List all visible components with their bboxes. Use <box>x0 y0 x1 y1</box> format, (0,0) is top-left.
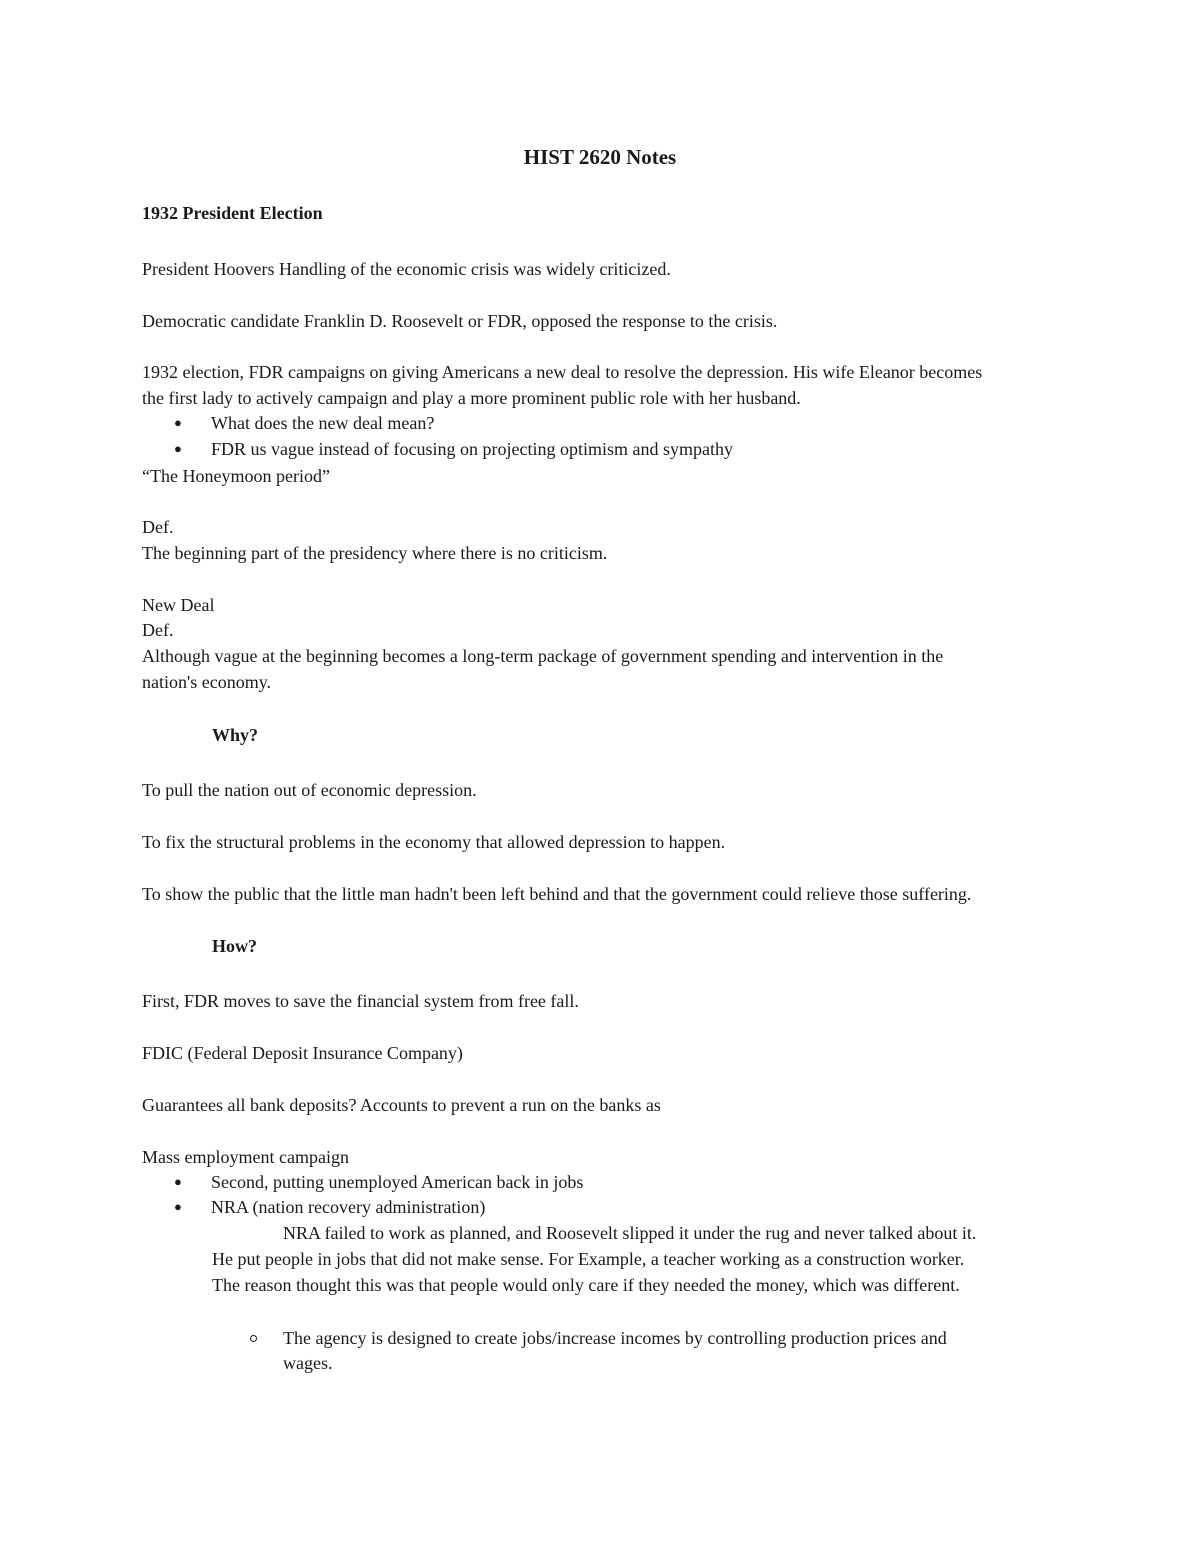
guarantees-line: Guarantees all bank deposits? Accounts to prevent a run on the banks as <box>142 1095 661 1115</box>
sub-list-item-line-1: The agency is designed to create jobs/increase incomes by controlling production prices and <box>283 1328 947 1348</box>
nra-note-line-3: The reason thought this was that people would only care if they needed the money, which was different. <box>212 1275 960 1295</box>
sub-list-item-line-2: wages. <box>283 1353 333 1373</box>
why-reason-2: To fix the structural problems in the economy that allowed depression to happen. <box>142 832 726 852</box>
bullet-icon: ● <box>174 1174 182 1189</box>
hollow-bullet-icon <box>250 1335 257 1342</box>
how-heading: How? <box>212 936 257 956</box>
definition-text: The beginning part of the presidency where there is no criticism. <box>142 543 608 563</box>
page-title: HIST 2620 Notes <box>523 145 677 169</box>
how-step-1: First, FDR moves to save the financial system from free fall. <box>142 991 579 1011</box>
paragraph-hoover: President Hoovers Handling of the economic crisis was widely criticized. <box>142 259 671 279</box>
definition-text-line-1: Although vague at the beginning becomes a long-term package of government spending and intervention in the <box>142 646 944 666</box>
list-item: FDR us vague instead of focusing on projecting optimism and sympathy <box>211 439 733 459</box>
definition-label: Def. <box>142 620 174 640</box>
definition-label: Def. <box>142 517 174 537</box>
why-reason-1: To pull the nation out of economic depression. <box>142 780 477 800</box>
bullet-icon: ● <box>174 1199 182 1214</box>
list-item: NRA (nation recovery administration) <box>211 1197 486 1217</box>
fdic-line: FDIC (Federal Deposit Insurance Company) <box>142 1043 463 1063</box>
bullet-icon: ● <box>174 415 182 430</box>
why-reason-3: To show the public that the little man hadn't been left behind and that the government could relieve those suffering. <box>142 884 972 904</box>
honeymoon-heading: “The Honeymoon period” <box>142 466 330 486</box>
mass-employment-heading: Mass employment campaign <box>142 1147 349 1167</box>
list-item: Second, putting unemployed American back in jobs <box>211 1172 584 1192</box>
section-heading: 1932 President Election <box>142 203 323 223</box>
why-heading: Why? <box>212 725 259 745</box>
new-deal-heading: New Deal <box>142 595 215 615</box>
bullet-icon: ● <box>174 441 182 456</box>
paragraph-election-line-2: the first lady to actively campaign and play a more prominent public role with her husband. <box>142 388 801 408</box>
paragraph-fdr: Democratic candidate Franklin D. Roosevelt or FDR, opposed the response to the crisis. <box>142 311 778 331</box>
definition-text-line-2: nation's economy. <box>142 672 272 692</box>
nra-note-line-1: NRA failed to work as planned, and Roosevelt slipped it under the rug and never talked about it. <box>283 1223 977 1243</box>
paragraph-election-line-1: 1932 election, FDR campaigns on giving Americans a new deal to resolve the depression. His wife Eleanor becomes <box>142 362 983 382</box>
list-item: What does the new deal mean? <box>211 413 435 433</box>
nra-note-line-2: He put people in jobs that did not make sense. For Example, a teacher working as a construction worker. <box>212 1249 965 1269</box>
